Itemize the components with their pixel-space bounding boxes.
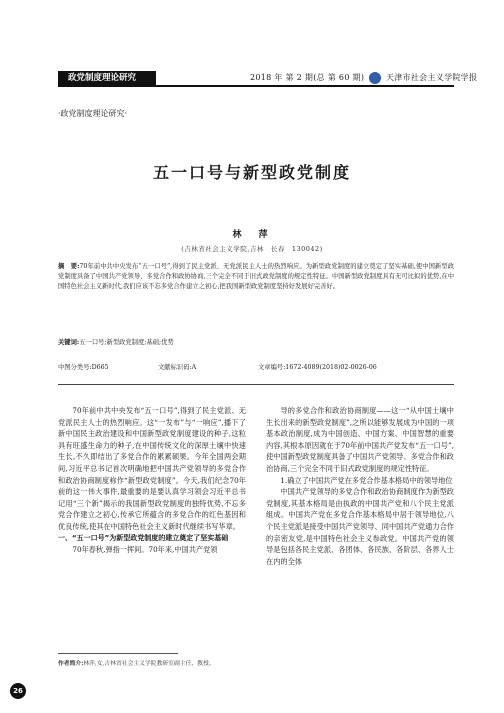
document-code: 文献标识码:A [158,364,197,371]
author-footnote [58,658,454,667]
footnote-text: 林萍,女,吉林省社会主义学院教研室副主任、教授。 [83,661,215,667]
article-number: 文章编号:1672-4089(2018)02-0026-06 [258,364,377,371]
abstract-label: 摘 要: [58,263,80,270]
body-paragraph: 中国共产党领导的多党合作和政治协商制度作为新型政党制度,其基本格局是由执政的中国共产党和八个民主党派组成。中国共产党在多党合作基本格局中居于领导地位,八个民主党派是接受中国共产党领导、同中国共产党通力合作的亲密友党,是中国特色社会主义参政党。中国共产党的领导是包括各民主党派、各团体、各民族、各阶层、各界人士在内的全体 [266,487,454,566]
article-author: 林 萍 [232,230,272,240]
abstract [58,262,454,292]
body-paragraph: 70年前中共中央发布“五一口号”,得到了民主党派、无党派民主人士的热烈响应。这“一发布”与“一响应”,播下了新中国民主政治建设和中国新型政党制度建设的种子,这粒具有旺盛生命力的种子,在中国传统文化的深厚土壤中快速生长,不久即结出了多党合作的累累硕果。今年全国两会期间,习近平总书记首次明确地把中国共产党领导的多党合作和政治协商制度称作“新型政党制度”。今天,我们纪念70年前的这一伟大事件,最重要的是要认真学习领会习近平总书记用“三个新”揭示的我国新型政党制度的独特优势,不忘多党合作建立之初心,传承它所蕴含的多党合作的红色基因和优良传统,使其在中国特色社会主义新时代继续书写华章。 [58,406,246,531]
body-column-right [266,405,454,567]
section-heading: 一、“五一口号”为新型政党制度的建立奠定了坚实基础 [58,533,229,542]
section-label: 政党制度理论研究 [58,71,156,85]
subsection-heading: 1.确立了中国共产党在多党合作基本格局中的领导地位 [280,475,453,485]
keywords [58,337,454,346]
classification-line [58,362,454,371]
footnote-label: 作者简介: [58,661,84,667]
body-paragraph: 70年春秋,弹指一挥间。70年来,中国共产党领 [72,545,218,555]
journal-name: 天津市社会主义学院学报 [385,73,478,82]
body-paragraph: 导的多党合作和政治协商制度——这一“从中国土壤中生长出来的新型政党制度”,之所以能够发展成为中国的一项基本政治制度,成为中国创造、中国方案、中国智慧的重要内容,其根本原因就在于70年前中国共产党发布“五一口号”,使中国新型政党制度具备了中国共产党领导、多党合作和政治协商,三个完全不同于旧式政党制度的规定性特征。 [266,406,454,473]
footnote-rule [58,653,178,654]
keywords-label: 关键词: [58,339,80,346]
author-affiliation: (吉林省社会主义学院,吉林 长春 130042) [181,245,323,253]
abstract-rule [58,384,454,385]
issue-info: 2018 年 第 2 期(总 第 60 期) [250,73,365,82]
header-rule [58,85,454,87]
abstract-text: 70年前中共中央发布“五一口号”,得到了民主党派、无党派民主人士的热烈响应。为新型政党制度的建立奠定了坚实基础,使中国新型政党制度具备了中国共产党领导、多党合作和政协协商,三个完全不同于旧式政党制度的规定性特征。中国新型政党制度具有无可比拟的优势,在中国特色社会主义新时代,我们应该不忘多党合作建立之初心,把我国新型政党制度坚持好发展好完善好。 [58,263,454,290]
body-column-left [58,405,246,556]
clc-number: 中图分类号:D665 [58,364,109,371]
journal-header [250,71,478,85]
page-number: 26 [10,683,26,699]
column-tag: ·政党制度理论研究· [58,109,128,118]
article-title: 五一口号与新型政党制度 [152,163,351,182]
keywords-text: 五一口号;新型政党制度;基础;优势 [79,339,174,346]
journal-logo-icon [369,72,381,84]
